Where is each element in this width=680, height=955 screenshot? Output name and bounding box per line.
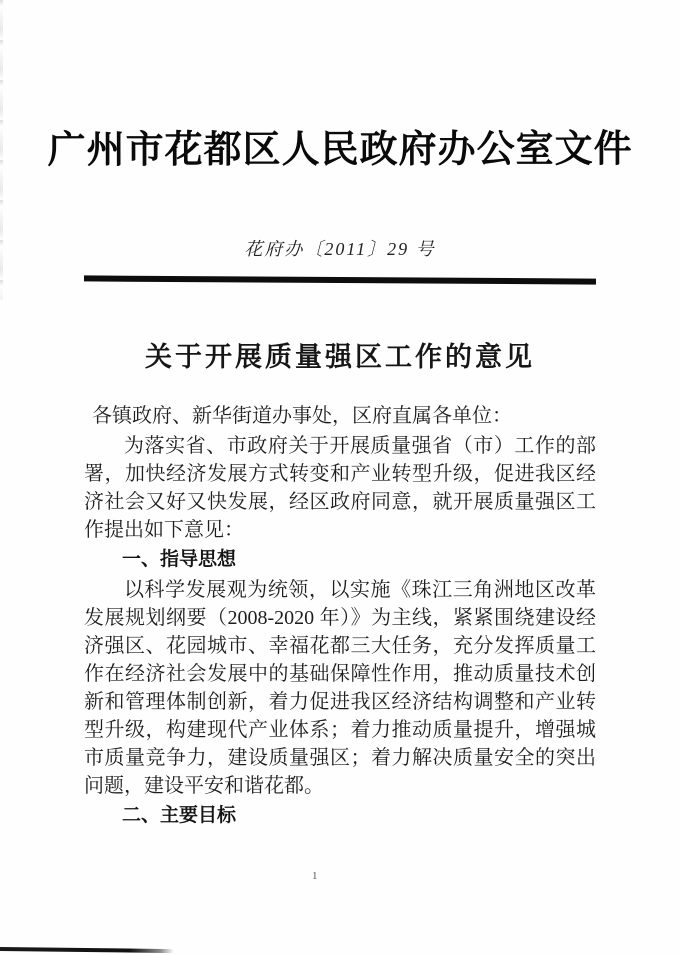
salutation-line: 各镇政府、新华街道办事处，区府直属各单位： xyxy=(92,405,512,427)
section-1-heading: 一、指导思想 xyxy=(122,549,237,570)
intro-paragraph: 为落实省、市政府关于开展质量强省（市）工作的部署，加快经济发展方式转变和产业转型升级，促进我区经济社会又好又快发展，经区政府同意，就开展质量强区工作提出如下意见： xyxy=(84,435,596,541)
document-number: 花府办〔2011〕29 号 xyxy=(244,239,436,259)
document-body xyxy=(84,402,596,830)
document-title: 关于开展质量强区工作的意见 xyxy=(145,342,535,372)
scan-artifact-line xyxy=(0,947,174,953)
page-number: 1 xyxy=(312,870,319,882)
letterhead-rule xyxy=(84,275,596,284)
section-1-body: 以科学发展观为统领，以实施《珠江三角洲地区改革发展规划纲要（2008-2020 年）》为主线，紧紧围绕建设经济强区、花园城市、幸福花都三大任务，充分发挥质量工作在经济社会发展中的基础保障性作用，推动质量技术创新和管理体制创新，着力促进我区经济结构调整和产业转型升级，构建现代产业体系；着力推动质量提升，增强城市质量竞争力，建设质量强区；着力解决质量安全的突出问题，建设平安和谐花都。 xyxy=(84,579,596,797)
section-2-heading: 二、主要目标 xyxy=(122,805,237,826)
letterhead-org-title: 广州市花都区人民政府办公室文件 xyxy=(47,128,633,172)
